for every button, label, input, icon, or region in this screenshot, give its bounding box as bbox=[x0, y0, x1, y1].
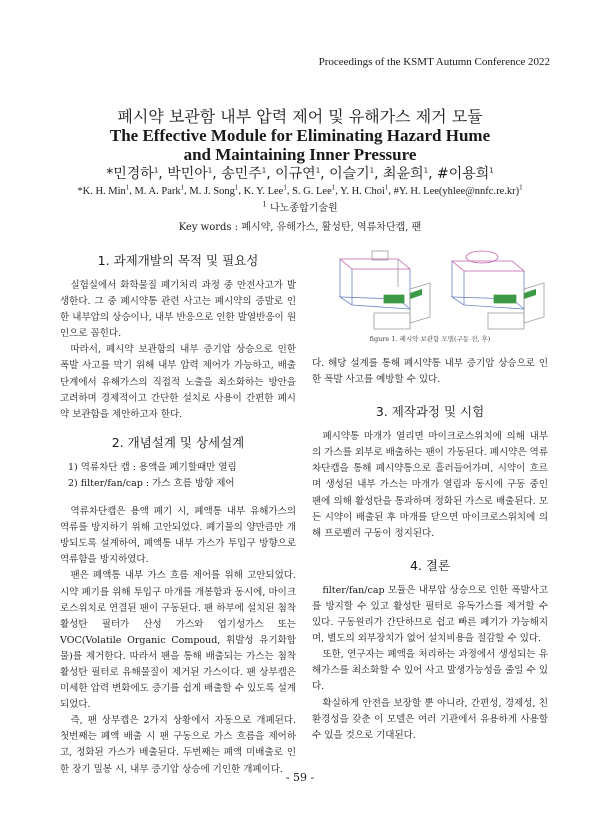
section-4-paragraph-2: 또한, 연구자는 폐액을 처리하는 과정에서 생성되는 유해가스를 최소화할 수 있어 사고 발생가능성을 줄일 수 있다. bbox=[312, 649, 548, 693]
author-name: 최윤희 bbox=[383, 166, 424, 182]
author-affiliation-sup: 1 bbox=[489, 166, 494, 175]
authors-english: *K. H. Min$^1$, M. A. Park$^1$, M. J. Song$^1$, K. Y. Lee$^1$, S. G. Lee$^1$, Y. H. Choi$^1$, #Y. H. Lee(yhlee@nnfc.re.kr)$^1$ bbox=[77, 183, 523, 197]
author-affiliation-sup: 1 bbox=[519, 183, 523, 191]
author-en bbox=[134, 183, 185, 197]
right-column bbox=[312, 356, 548, 744]
section-1-paragraph-1: 실험실에서 화학물질 폐기처리 과정 중 안전사고가 발생한다. 그 중 폐시약통 관련 사고는 폐시약의 증발로 인한 내부압의 상승이나, 내부 반응으로 인한 발열반응이 원인으로 꼽힌다. bbox=[60, 280, 296, 340]
left-column bbox=[60, 251, 296, 778]
author-name: Y. H. Choi bbox=[340, 185, 385, 197]
author-mark: * bbox=[106, 166, 114, 182]
author-name: 박민아 bbox=[167, 166, 208, 182]
author-name: 이슬기 bbox=[329, 166, 370, 182]
author-affiliation-sup: 1 bbox=[283, 183, 287, 191]
section-2-list-item-2: 2) filter/fan/cap : 가스 흐름 방향 제어 bbox=[68, 477, 235, 489]
author-en bbox=[77, 183, 130, 197]
author-affiliation-sup: 1 bbox=[180, 183, 185, 191]
author-name: K. H. Min bbox=[82, 185, 126, 197]
author-ko bbox=[221, 166, 266, 182]
author-mark: * bbox=[77, 185, 83, 197]
author-ko bbox=[437, 166, 494, 182]
author-en bbox=[189, 183, 239, 197]
author-en bbox=[340, 183, 389, 197]
title-english-line2: and Maintaining Inner Pressure bbox=[183, 145, 417, 164]
author-affiliation-sup: 1 bbox=[369, 166, 375, 175]
title-english-line1: The Effective Module for Eliminating Hazard Hume bbox=[109, 126, 491, 145]
author-affiliation-sup: 1 bbox=[234, 183, 239, 191]
section-2-paragraph-3: 즉, 팬 상부캡은 2가지 상황에서 자동으로 개폐된다. 첫번째는 폐액 배출 시 팬 구동으로 가스 흐름을 제어하고, 정화된 가스가 배출된다. 두번째는 폐액 미배출로 인한 장기 밀봉 시, 내부 증기압 상승에 기인한 개폐이다. bbox=[60, 715, 296, 775]
author-name: M. J. Song bbox=[189, 185, 235, 197]
conference-header: Proceedings of the KSMT Autumn Conference 2022 bbox=[318, 56, 550, 68]
figure-1-caption: figure 1. 폐시약 보관함 모델(구동 전, 후) bbox=[369, 335, 491, 343]
section-1-heading: 1. 과제개발의 목적 및 필요성 bbox=[97, 253, 259, 268]
author-affiliation-sup: 1 bbox=[331, 183, 336, 191]
section-2-paragraph-2: 팬은 폐액통 내부 가스 흐름 제어를 위해 고안되었다. 시약 폐기를 위해 투입구 마개를 개봉함과 동시에, 마이크로스위치로 연결된 팬이 구동된다. 팬 하부에 설치된 첨착활성탄 필터가 산성 가스와 엽기성가스 또는 VOC(Volatile Organic Compoud, 휘발성 유기화합물)를 제거한다. 따라서 팬을 통해 배출되는 가스는 첨착활성탄 필터로 유해물질이 제거된 가스이다. 팬 상부캡은 미세한 압력 변화에도 증기를 쉽게 배출할 수 있도록 설계되었다. bbox=[60, 570, 296, 711]
section-4-heading: 4. 결론 bbox=[409, 557, 451, 573]
affiliation bbox=[0, 199, 600, 214]
authors-korean: *민경하$^1$, 박민아$^1$, 송민주$^1$, 이규연$^1$, 이슬기$^1$, 최윤희$^1$, #이용희$^1$ bbox=[106, 166, 494, 182]
author-ko bbox=[329, 166, 374, 182]
author-ko bbox=[383, 166, 428, 182]
affiliation-text: 나노종합기술원 bbox=[270, 203, 338, 214]
author-name: M. A. Park bbox=[134, 185, 181, 197]
author-name: S. G. Lee bbox=[292, 185, 332, 197]
section-2-continuation: 다. 해당 설계를 통해 폐시약통 내부 증기압 상승으로 인한 폭발 사고를 예방할 수 있다. bbox=[312, 358, 548, 386]
author-affiliation-sup: 1 bbox=[207, 166, 213, 175]
author-affiliation-sup: 1 bbox=[261, 166, 267, 175]
author-affiliation-sup: 1 bbox=[384, 183, 389, 191]
figure-box-after bbox=[452, 251, 544, 329]
section-2-list-item-1: 1) 역류차단 캡 : 용액을 폐기할때만 열림 bbox=[68, 461, 237, 473]
author-en bbox=[292, 183, 336, 197]
figure-1-illustration bbox=[312, 247, 548, 332]
author-ko bbox=[275, 166, 320, 182]
title-korean: 폐시약 보관함 내부 압력 제어 및 유해가스 제거 모듈 bbox=[117, 107, 483, 126]
section-3-heading: 3. 제작과정 및 시험 bbox=[375, 404, 485, 420]
author-affiliation-sup: 1 bbox=[125, 183, 130, 191]
author-en bbox=[243, 183, 287, 197]
author-name: 민경하 bbox=[113, 166, 154, 182]
affiliation-sup: 1 bbox=[262, 200, 267, 209]
section-4-paragraph-3: 확실하게 안전을 보장할 뿐 아니라, 간편성, 경제성, 친환경성을 갖춘 이 모델은 여러 기관에서 유용하게 사용할 수 있을 것으로 기대된다. bbox=[312, 697, 548, 741]
keywords: Key words : 폐시약, 유해가스, 활성탄, 역류차단캡, 팬 bbox=[178, 222, 422, 233]
author-en bbox=[393, 183, 523, 197]
author-name: 송민주 bbox=[221, 166, 262, 182]
figure-box-before bbox=[340, 251, 430, 329]
author-ko bbox=[167, 166, 212, 182]
author-mark: # bbox=[393, 185, 399, 197]
section-1-paragraph-2: 따라서, 폐시약 보관함의 내부 증기압 상승으로 인한 폭발 사고를 막기 위해 내부 압력 제어가 가능하고, 배출 단계에서 유해가스의 직접적 노출을 최소화하는 방안을 고려하며 경제적이고 간단한 설치로 사용이 간편한 폐시약 보관함을 제안하고자 한다. bbox=[60, 344, 296, 420]
author-affiliation-sup: 1 bbox=[423, 166, 429, 175]
author-name: K. Y. Lee bbox=[243, 185, 284, 197]
section-2-heading: 2. 개념설계 및 상세설계 bbox=[111, 434, 245, 450]
section-2-paragraph-1: 역류차단캡은 용액 폐기 시, 폐액통 내부 유해가스의 역류를 방지하기 위해 고안되었다. 폐기물의 양만큼만 개방되도록 설계하여, 폐액통 내부 가스가 투입구 방향으로 역류함을 방지하였다. bbox=[60, 506, 296, 566]
author-affiliation-sup: 1 bbox=[153, 166, 159, 175]
section-4-paragraph-1: filter/fan/cap 모듈은 내부압 상승으로 인한 폭발사고를 방지할 수 있고 활성탄 필터로 유독가스를 제거할 수 있다. 구동원리가 간단하므로 쉽고 빠른 폐기가 가능해지며, 별도의 외부장치가 없어 설치비용을 절감할 수 있다. bbox=[312, 584, 548, 645]
section-3-paragraph-1: 폐시약통 마개가 열리면 마이크로스위치에 의해 내부의 가스를 외부로 배출하는 팬이 가동된다. 폐시약은 역류차단캡을 통해 폐시약통으로 흘러들어가며, 시약이 흐르며 생성된 내부 가스는 마개가 열림과 동시에 구동 중인 팬에 의해 활성탄을 통과하며 정화된 가스로 배출된다. 모든 시약이 배출된 후 마개를 닫으면 마이크로스위치에 의해 프로펠러 구동이 정지된다. bbox=[312, 431, 548, 539]
author-name: Y. H. Lee(yhlee@nnfc.re.kr) bbox=[398, 185, 520, 197]
page-number: - 59 - bbox=[285, 771, 315, 784]
author-affiliation-sup: 1 bbox=[315, 166, 321, 175]
author-ko bbox=[106, 166, 158, 182]
author-name: 이규연 bbox=[275, 166, 316, 182]
author-mark: # bbox=[436, 166, 449, 182]
author-name: 이용희 bbox=[448, 166, 490, 182]
